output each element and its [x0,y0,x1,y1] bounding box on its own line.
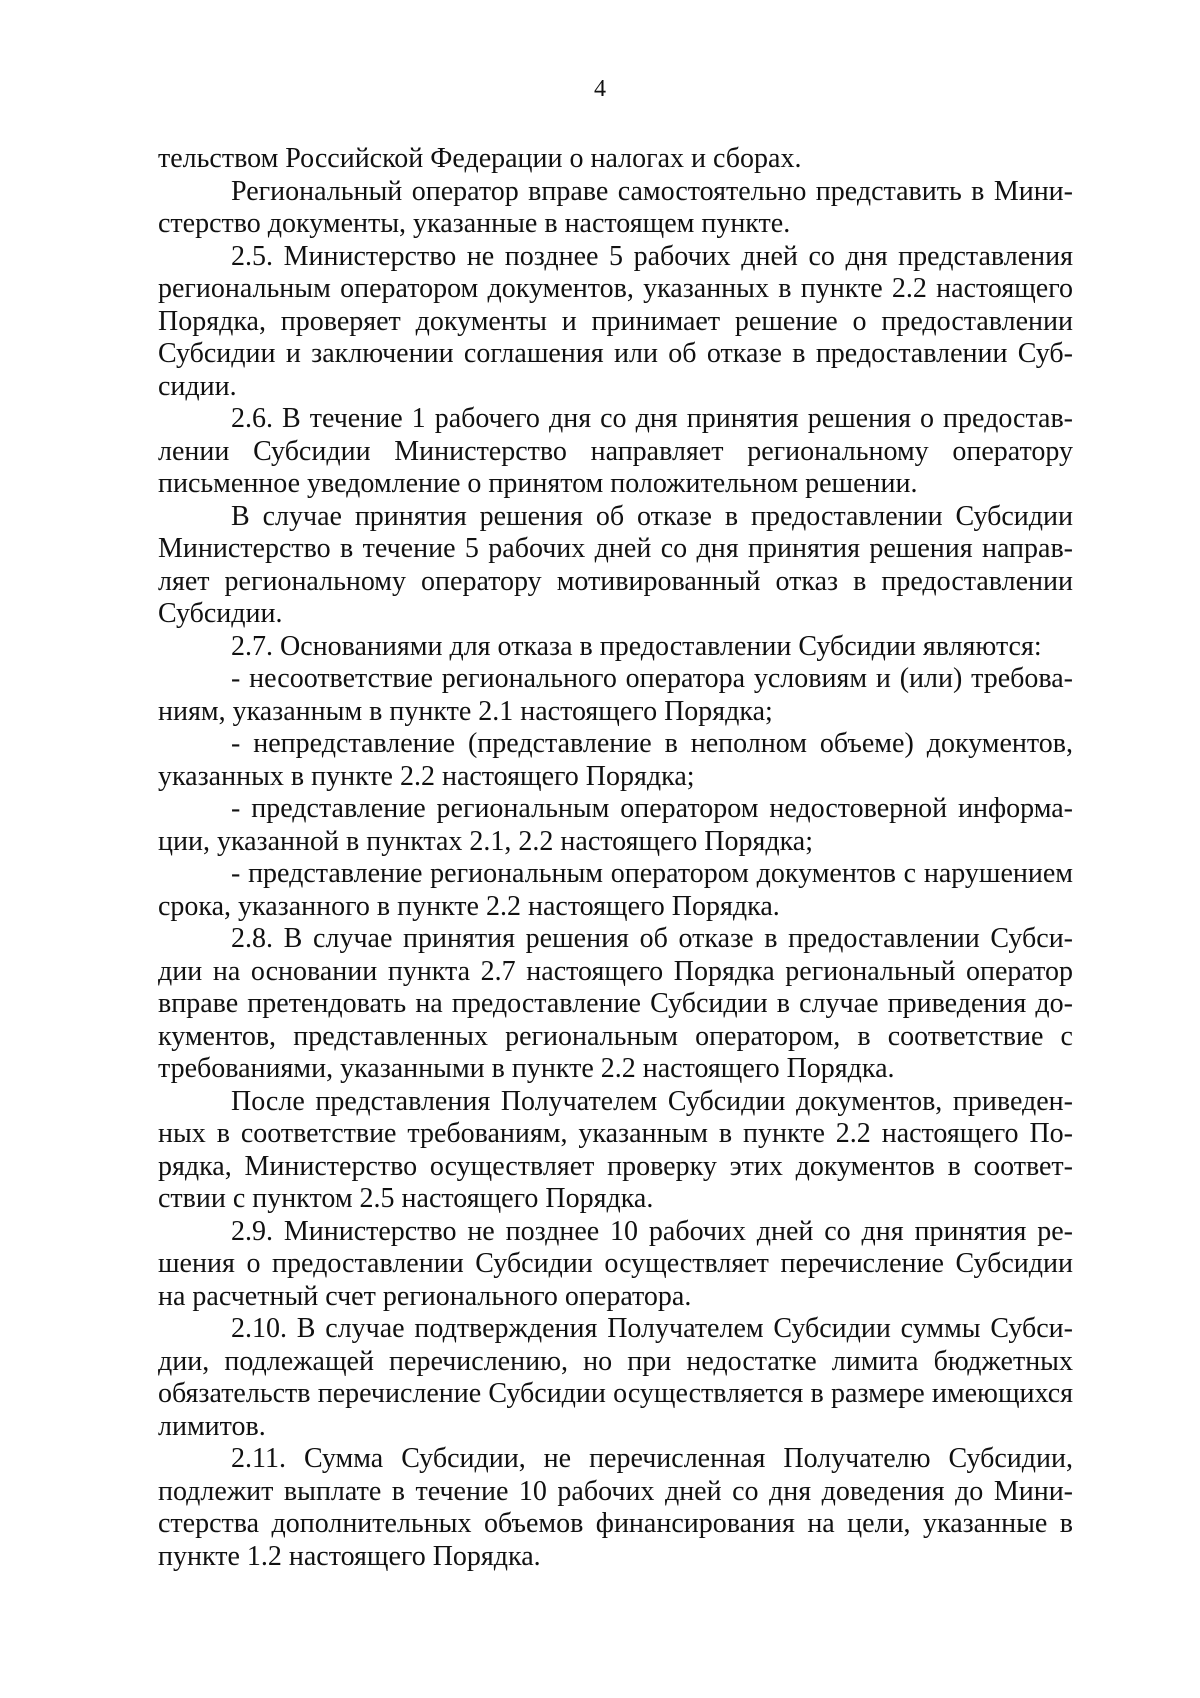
page-number: 4 [594,76,606,102]
list-item-nonsubmission: - непредставление (представление в неполном объеме) документов, указанных в пункте 2.2 настоящего Порядка; [158,728,1073,792]
list-item-false-information: - представление региональным оператором недостоверной информации, указанной в пунктах 2.1, 2.2 настоящего Порядка; [158,793,1073,857]
paragraph-2-10: 2.10. В случае подтверждения Получателем Субсидии суммы Субсидии, подлежащей перечислению, но при недостатке лимита бюджетных обязательств перечисление Субсидии осуществляется в размере имеющихся лимитов. [158,1313,1073,1442]
paragraph-regional-operator-right: Региональный оператор вправе самостоятельно представить в Министерство документы, указанные в настоящем пункте. [158,175,1073,239]
list-item-deadline-violation: - представление региональным оператором документов с нарушением срока, указанного в пункте 2.2 настоящего Порядка. [158,858,1073,922]
paragraph-2-8: 2.8. В случае принятия решения об отказе в предоставлении Субсидии на основании пункта 2.7 настоящего Порядка региональный оператор вправе претендовать на предоставление Субсидии в случае приведения документов, представленных региональным оператором, в соответствие с требованиями, указанными в пункте 2.2 настоящего Порядка. [158,923,1073,1084]
paragraph-2-11: 2.11. Сумма Субсидии, не перечисленная Получателю Субсидии, подлежит выплате в течение 10 рабочих дней со дня доведения до Министерства дополнительных объемов финансирования на цели, указанные в пункте 1.2 настоящего Порядка. [158,1443,1073,1572]
document-body [158,143,1073,1573]
paragraph-2-9: 2.9. Министерство не позднее 10 рабочих дней со дня принятия решения о предоставлении Субсидии осуществляет перечисление Субсидии на расчетный счет регионального оператора. [158,1215,1073,1312]
paragraph-2-6: 2.6. В течение 1 рабочего дня со дня принятия решения о предоставлении Субсидии Министерство направляет региональному оператору письменное уведомление о принятом положительном решении. [158,403,1073,499]
paragraph-2-7: 2.7. Основаниями для отказа в предоставлении Субсидии являются: [231,630,1042,662]
paragraph-2-5: 2.5. Министерство не позднее 5 рабочих дней со дня представления региональным оператором документов, указанных в пункте 2.2 настоящего Порядка, проверяет документы и принимает решение о предоставлении Субсидии и заключении соглашения или об отказе в предоставлении Субсидии. [158,240,1073,402]
list-item-nonconformity: - несоответствие регионального оператора условиям и (или) требованиям, указанным в пункте 2.1 настоящего Порядка; [158,663,1073,727]
paragraph-resubmission-check: После представления Получателем Субсидии документов, приведенных в соответствие требованиям, указанным в пункте 2.2 настоящего Порядка, Министерство осуществляет проверку этих документов в соответствии с пунктом 2.5 настоящего Порядка. [158,1085,1073,1214]
paragraph-refusal-notice: В случае принятия решения об отказе в предоставлении Субсидии Министерство в течение 5 рабочих дней со дня принятия решения направляет региональному оператору мотивированный отказ в предоставлении Субсидии. [158,500,1073,629]
paragraph-continuation: тельством Российской Федерации о налогах и сборах. [158,143,802,174]
